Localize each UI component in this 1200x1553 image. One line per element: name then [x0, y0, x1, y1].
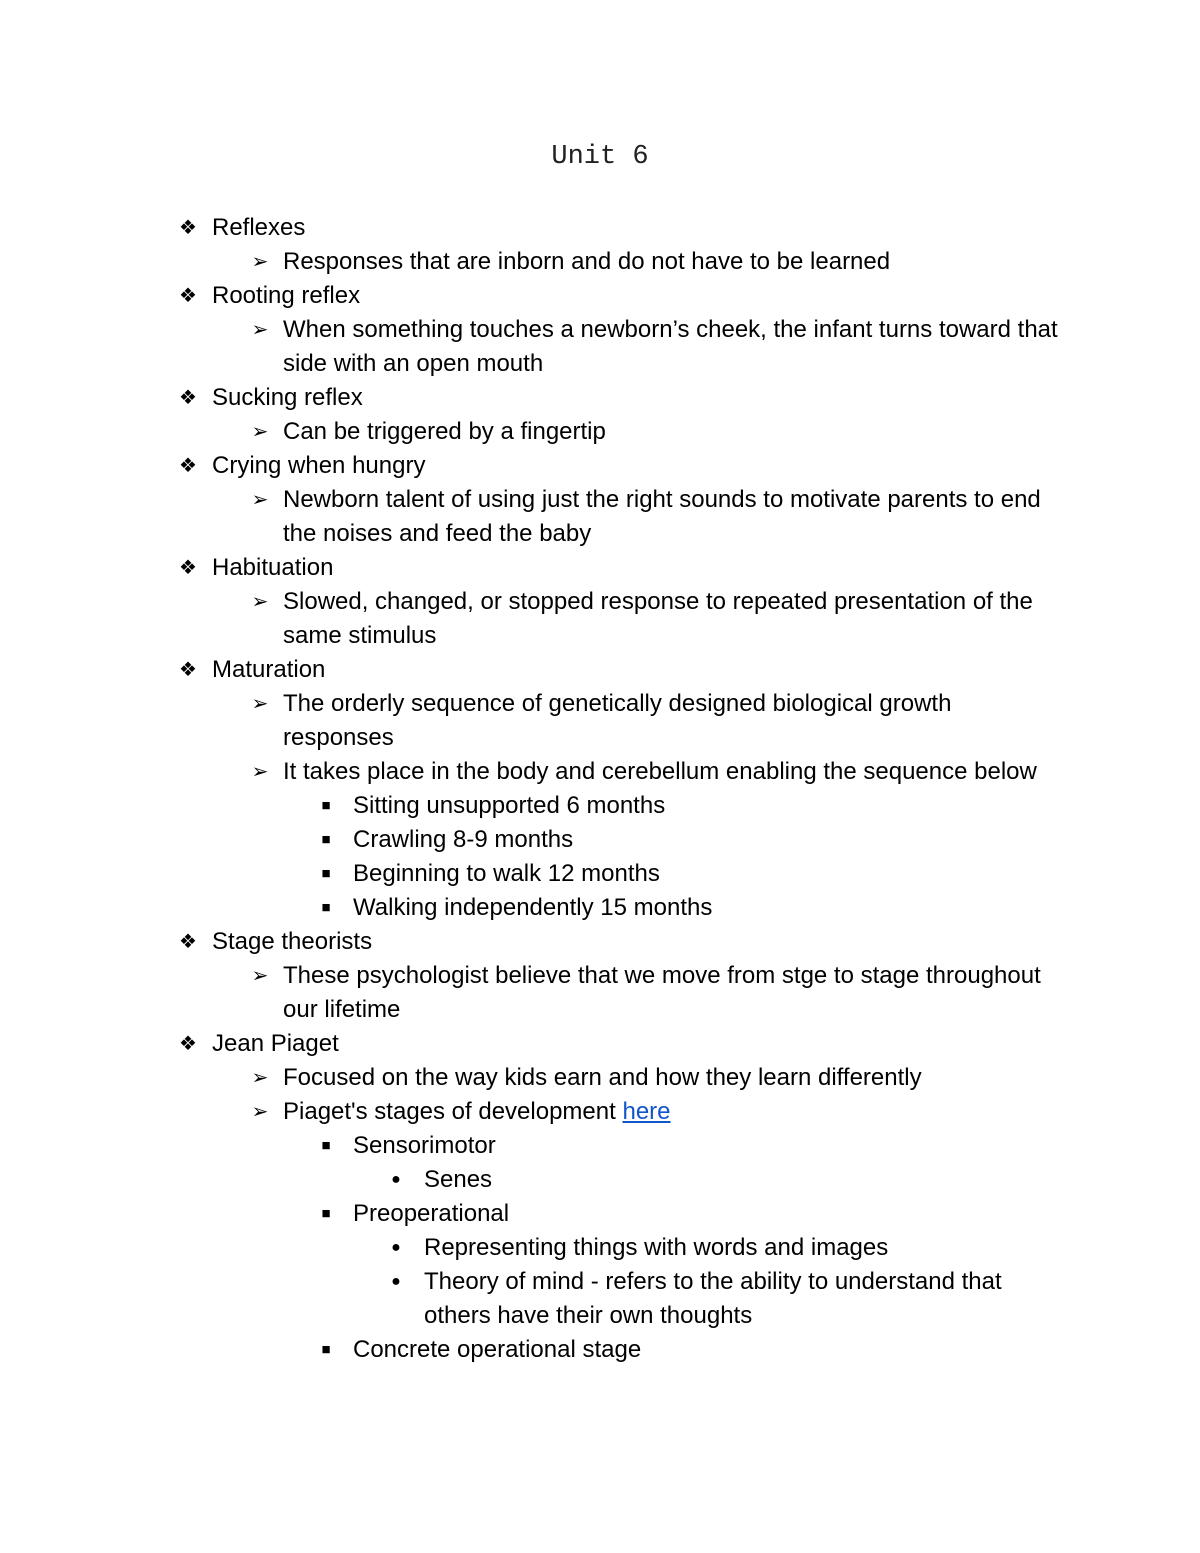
item-text: Crawling 8-9 months — [353, 826, 574, 853]
list-item — [0, 959, 1058, 1027]
item-text: Crying when hungry — [212, 452, 426, 479]
list-item — [0, 755, 1058, 789]
arrow-bullet-icon: ➢ — [251, 251, 269, 273]
list-item — [0, 823, 1200, 857]
diamond-bullet-icon: ❖ — [179, 217, 197, 239]
item-text: Focused on the way kids earn and how they learn differently — [283, 1064, 922, 1091]
list-item — [0, 279, 1200, 313]
diamond-bullet-icon: ❖ — [179, 1033, 197, 1055]
arrow-bullet-icon: ➢ — [251, 421, 269, 443]
item-text: Newborn talent of using just the right sounds to motivate parents to end the noises and feed the baby — [283, 486, 1041, 547]
arrow-bullet-icon: ➢ — [251, 591, 269, 613]
item-text: The orderly sequence of genetically designed biological growth responses — [283, 690, 952, 751]
arrow-bullet-icon: ➢ — [251, 693, 269, 715]
list-item — [0, 449, 1200, 483]
list-item — [0, 789, 1200, 823]
arrow-bullet-icon: ➢ — [251, 319, 269, 341]
list-item — [0, 687, 1058, 755]
list-item — [0, 381, 1200, 415]
item-text: Piaget's stages of development — [283, 1098, 623, 1125]
item-text: Beginning to walk 12 months — [353, 860, 660, 887]
item-text: Jean Piaget — [212, 1030, 339, 1057]
item-text: Walking independently 15 months — [353, 894, 713, 921]
list-item — [0, 653, 1200, 687]
item-text: Rooting reflex — [212, 282, 361, 309]
square-bullet-icon: ■ — [321, 831, 331, 848]
item-text: When something touches a newborn’s cheek, the infant turns toward that side with an open mouth — [283, 316, 1058, 377]
list-item — [0, 857, 1200, 891]
arrow-bullet-icon: ➢ — [251, 1067, 269, 1089]
item-text: Sitting unsupported 6 months — [353, 792, 666, 819]
circle-bullet-icon: ● — [391, 1273, 401, 1290]
list-item — [0, 1061, 1058, 1095]
item-text: Can be triggered by a fingertip — [283, 418, 606, 445]
square-bullet-icon: ■ — [321, 1341, 331, 1358]
arrow-bullet-icon: ➢ — [251, 1101, 269, 1123]
diamond-bullet-icon: ❖ — [179, 285, 197, 307]
item-text: These psychologist believe that we move from stge to stage throughout our lifetime — [283, 962, 1041, 1023]
circle-bullet-icon: ● — [391, 1239, 401, 1256]
list-item — [0, 1265, 1044, 1333]
list-item — [0, 245, 1058, 279]
diamond-bullet-icon: ❖ — [179, 387, 197, 409]
item-text: Sucking reflex — [212, 384, 363, 411]
item-text: Slowed, changed, or stopped response to repeated presentation of the same stimulus — [283, 588, 1033, 649]
circle-bullet-icon: ● — [391, 1171, 401, 1188]
item-text: Habituation — [212, 554, 334, 581]
item-text: Reflexes — [212, 214, 306, 241]
arrow-bullet-icon: ➢ — [251, 761, 269, 783]
diamond-bullet-icon: ❖ — [179, 455, 197, 477]
item-text: Concrete operational stage — [353, 1336, 642, 1363]
list-item — [0, 551, 1200, 585]
item-text: Preoperational — [353, 1200, 510, 1227]
arrow-bullet-icon: ➢ — [251, 965, 269, 987]
item-text: Sensorimotor — [353, 1132, 496, 1159]
diamond-bullet-icon: ❖ — [179, 659, 197, 681]
list-item — [0, 1027, 1200, 1061]
list-item — [0, 891, 1200, 925]
item-text: Maturation — [212, 656, 326, 683]
list-item — [0, 1333, 1200, 1367]
square-bullet-icon: ■ — [321, 1137, 331, 1154]
square-bullet-icon: ■ — [321, 865, 331, 882]
item-text: Representing things with words and images — [424, 1234, 889, 1261]
square-bullet-icon: ■ — [321, 1205, 331, 1222]
square-bullet-icon: ■ — [321, 899, 331, 916]
diamond-bullet-icon: ❖ — [179, 557, 197, 579]
item-text: It takes place in the body and cerebellum enabling the sequence below — [283, 758, 1037, 785]
list-item — [0, 1095, 1058, 1129]
piaget-stages-link[interactable]: here — [622, 1098, 671, 1125]
square-bullet-icon: ■ — [321, 797, 331, 814]
list-item — [0, 1163, 1044, 1197]
list-item — [0, 211, 1200, 245]
list-item — [0, 1129, 1200, 1163]
list-item — [0, 483, 1058, 551]
list-item — [0, 585, 1058, 653]
list-item — [0, 1197, 1200, 1231]
item-text: Theory of mind - refers to the ability to understand that others have their own thoughts — [424, 1268, 1002, 1329]
item-text: Stage theorists — [212, 928, 373, 955]
list-item — [0, 925, 1200, 959]
notes-list — [0, 211, 1200, 1367]
list-item — [0, 1231, 1044, 1265]
item-text: Responses that are inborn and do not have to be learned — [283, 248, 891, 275]
item-text: Senes — [424, 1166, 493, 1193]
page-title: Unit 6 — [551, 142, 649, 172]
list-item — [0, 313, 1058, 381]
arrow-bullet-icon: ➢ — [251, 489, 269, 511]
diamond-bullet-icon: ❖ — [179, 931, 197, 953]
list-item — [0, 415, 1058, 449]
